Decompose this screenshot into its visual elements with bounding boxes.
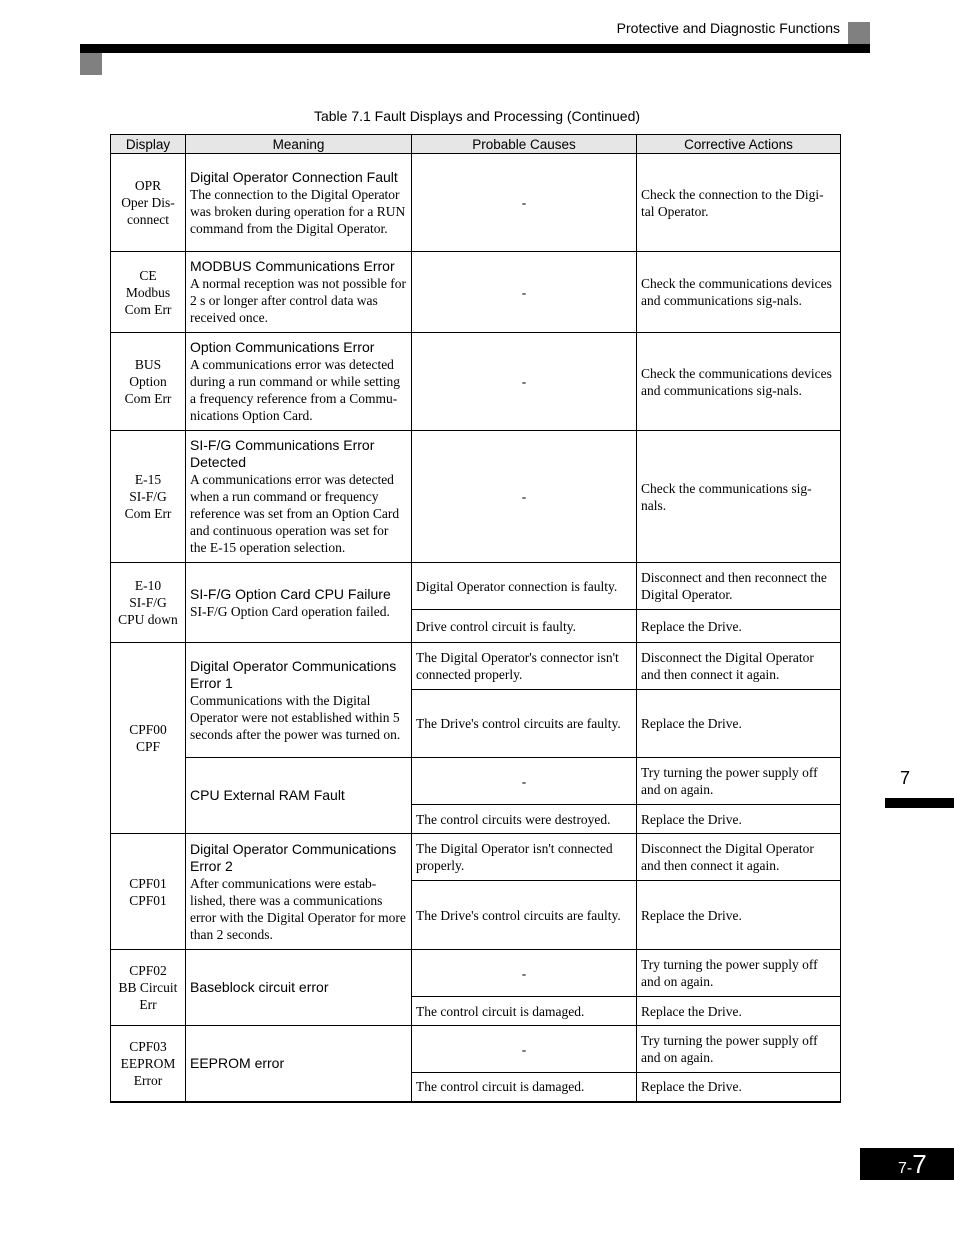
display-cell: CPF03 EEPROM Error [111,1026,186,1102]
chapter-tab-number: 7 [900,768,911,788]
action-cell: Check the communications devices and communications sig-nals. [637,333,841,431]
meaning-title: MODBUS Communications Error [190,258,395,274]
meaning-title: SI-F/G Option Card CPU Failure [190,585,391,602]
column-header: Meaning [186,135,412,154]
table-row [111,563,841,610]
display-cell: CPF00 CPF [111,643,186,834]
table-row [111,154,841,252]
table-caption: Table 7.1 Fault Displays and Processing (Continued) [313,108,641,124]
table-row [111,643,841,690]
display-cell: E-10 SI-F/G CPU down [111,563,186,643]
table-row [111,431,841,563]
meaning-cell [186,333,412,431]
action-cell: Check the communications sig-nals. [637,431,841,563]
cause-cell: - [412,758,637,805]
table-row [111,950,841,997]
table-row [111,834,841,881]
cause-cell: - [412,333,637,431]
meaning-title: Baseblock circuit error [190,979,329,995]
action-cell: Try turning the power supply off and on again. [637,1026,841,1073]
cause-cell: - [412,154,637,252]
cause-cell: - [412,431,637,563]
meaning-description: SI-F/G Option Card operation failed. [190,603,390,619]
cause-cell: The Digital Operator's connector isn't connected properly. [412,643,637,690]
action-cell: Disconnect the Digital Operator and then connect it again. [637,834,841,881]
display-cell: E-15 SI-F/G Com Err [111,431,186,563]
meaning-cell [186,252,412,333]
cause-cell: The control circuit is damaged. [412,1073,637,1102]
cause-cell: The control circuit is damaged. [412,997,637,1026]
meaning-title: EEPROM error [190,1054,285,1071]
table-row [111,252,841,333]
table-header-row [111,135,841,154]
meaning-cell [186,1026,412,1102]
action-cell: Disconnect and then reconnect the Digital Operator. [637,563,841,610]
meaning-cell [186,643,412,758]
column-header: Corrective Actions [637,135,841,154]
action-cell: Check the connection to the Digi-tal Operator. [637,154,841,252]
meaning-cell [186,431,412,563]
action-cell: Replace the Drive. [637,997,841,1026]
action-cell: Replace the Drive. [637,805,841,834]
meaning-description: The connection to the Digital Operator was broken during operation for a RUN command from the Digital Operator. [190,186,406,236]
action-cell: Replace the Drive. [637,690,841,758]
meaning-cell [186,154,412,252]
fault-table [110,134,841,1103]
cause-cell: Digital Operator connection is faulty. [412,563,637,610]
cause-cell: - [412,950,637,997]
meaning-title: CPU External RAM Fault [190,787,345,803]
meaning-description: A communications error was detected when a run command or frequency reference was set from an Option Card and continuous operation was set for the E-15 operation selection. [190,472,400,555]
header-marker-lower [80,53,102,75]
cause-cell: - [412,252,637,333]
meaning-cell [186,563,412,643]
action-cell: Disconnect the Digital Operator and then connect it again. [637,643,841,690]
meaning-title: Digital Operator Communications Error 2 [190,840,397,874]
cause-cell: The Drive's control circuits are faulty. [412,881,637,950]
page-number: 7 [912,1149,927,1179]
meaning-title: Digital Operator Connection Fault [190,168,398,185]
table-row [111,1026,841,1073]
running-header: Protective and Diagnostic Functions [616,20,840,36]
action-cell: Replace the Drive. [637,610,841,643]
table-row [111,758,841,805]
action-cell: Try turning the power supply off and on again. [637,950,841,997]
meaning-description: Communications with the Digital Operator were not established within 5 seconds after the power was turned on. [190,692,401,742]
meaning-cell [186,950,412,1026]
chapter-tab-bar [885,798,954,808]
meaning-cell [186,834,412,950]
display-cell: CPF01 CPF01 [111,834,186,950]
table-row [111,333,841,431]
cause-cell: Drive control circuit is faulty. [412,610,637,643]
column-header: Display [111,135,186,154]
action-cell: Replace the Drive. [637,1073,841,1102]
meaning-description: A normal reception was not possible for 2 s or longer after control data was received once. [190,276,406,325]
header-rule [80,44,870,53]
display-cell: CPF02 BB Circuit Err [111,950,186,1026]
meaning-title: SI-F/G Communications Error Detected [190,437,375,470]
header-marker [848,22,870,44]
display-cell: BUS Option Com Err [111,333,186,431]
meaning-title: Digital Operator Communications Error 1 [190,657,397,691]
display-cell: OPR Oper Dis- connect [111,154,186,252]
page-number-box [860,1148,954,1180]
cause-cell: The Drive's control circuits are faulty. [412,690,637,758]
cause-cell: The control circuits were destroyed. [412,805,637,834]
meaning-title: Option Communications Error [190,339,375,355]
cause-cell: - [412,1026,637,1073]
display-cell: CE Modbus Com Err [111,252,186,333]
page-number-prefix: 7- [898,1160,913,1177]
meaning-cell [186,758,412,834]
column-header: Probable Causes [412,135,637,154]
meaning-description: A communications error was detected during a run command or while setting a frequency reference from a Commu-nications Option Card. [190,357,400,423]
action-cell: Replace the Drive. [637,881,841,950]
cause-cell: The Digital Operator isn't connected properly. [412,834,637,881]
action-cell: Check the communications devices and communications sig-nals. [637,252,841,333]
action-cell: Try turning the power supply off and on again. [637,758,841,805]
meaning-description: After communications were estab-lished, there was a communications error with the Digital Operator for more than 2 seconds. [190,875,406,942]
